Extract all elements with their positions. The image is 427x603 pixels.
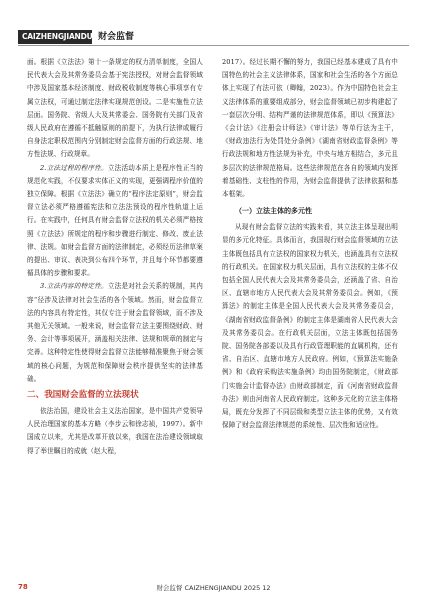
right-column [222,56,398,432]
left-paragraph-2 [27,162,203,281]
right-paragraph-1: 2017）。经过长期不懈的努力，我国已经基本建成了具有中国特色的社会主义法律体系，国家和社会生活的各个方面总体上实现了有法可依（卿翰，2023）。作为中国特色社会主义法律体系的重要组成部分，财会监督领域已初步构建起了一套层次分明、结构严谨的法律规范体系，即以《预算法》《会计法》《注册会计师法》《审计法》等单行法为主干，《财政违法行为处罚处分条例》《湖南省财政监督条例》等行政法规和地方性法规为补充，中央与地方相结合，多元且多层次的法律规范格局。这些法律规范在各自的领域内发挥着基础性、支柱性的作用，为财会监督提供了法律依据和基本框架。 [222,58,398,199]
right-paragraph-2: 从现有财会监督立法的实践来看，其立法主体呈现出明显的多元化特征。具体而言，我国现行财会监督领域的立法主体既包括具有立法权的国家权力机关，也涵盖具有立法权的行政机关。在国家权力机关层面，具有立法权的主体不仅包括全国人民代表大会及其常务委员会，还涵盖了省、自治区、直辖市地方人民代表大会及其常务委员会。例如，《预算法》的制定主体是全国人民代表大会及其常务委员会，《湖南省财政监督条例》的制定主体是湖南省人民代表大会及其常务委员会。在行政机关层面，立法主体既包括国务院、国务院各部委以及具有行政管理职能的直属机构，还有省、自治区、直辖市地方人民政府。例如，《预算法实施条例》和《政府采购法实施条例》均由国务院制定，《财政部门实施会计监督办法》由财政部制定，而《河南省财政监督办法》则由河南省人民政府制定。这种多元化的立法主体格局，既充分发挥了不同层级和类型立法主体的优势，又有效保障了财会监督法律规范的系统性、层次性和适应性。 [222,223,398,430]
header-rule [18,45,409,46]
journal-brand-label: CAIZHENGJIANDU [18,30,92,44]
left-paragraph-2-body: 立法活动本质上是程序性正当的规范化实践，不仅要求实体正义的实现，更强调程序价值的独立保障。根据《立法法》确立的“程序法定原则”，财会监督立法必须严格遵循宪法和立法法预设的程序性轨道上运行。在实践中，任何具有财会监督立法权的机关必须严格按照《立法法》所规定的程序和步骤进行制定、修改、废止法律、法规。如财会监督方面的法律制定，必须经历法律草案的提出、审议、表决到公布四个环节，并且每个环节都要遵循具体的步骤和要求。 [27,163,203,278]
left-paragraph-1: 面。根据《立法法》第十一条规定的权力清单制度，全国人民代表大会及其常务委员会基于宪法授权，对财会监督领域中涉及国家基本经济制度、财政税收制度等核心事项享有专属立法权，可通过制定法律实现规范创设。二是实施性立法层面。国务院、省级人大及其常委会、国务院有关部门及省级人民政府在遵循不抵触原则的前提下，为执行法律或履行自身法定职权范围内分别制定财会监督方面的行政法规、地方性法规、行政规章。 [27,58,203,159]
left-paragraph-4: 依法治国，建设社会主义法治国家，是中国共产党领导人民治理国家的基本方略（李步云和徐志祯，1997）。新中国成立以来，尤其是改革开放以来，我国在法治建设领域取得了举世瞩目的成就（赵大程， [27,407,203,455]
section-label: 财会监督 [98,32,135,42]
section-heading-2: 二、我国财会监督的立法现状 [27,390,139,401]
left-paragraph-3-body: 立法是对社会关系的规制，其内容“径涉及法律对社会生活的各个领域。然而，财会监督立法的内容具有特定性，其仅专注于财会监督领域，而不涉及其他无关领域。一般来说，财会监督立法主要围绕财政、财务、会计等事项展开，涵盖相关法律、法规和规章的制定与完善。这种特定性使得财会监督立法能够精准聚焦于财会领域的核心问题，为规范和保障财会秩序提供坚实的法律基础。 [27,282,203,383]
left-paragraph-3-lead: 3.立法内容的特定性。 [40,282,108,291]
left-paragraph-2-lead: 2.立法过程的程序性。 [40,163,108,172]
page-header [18,30,409,46]
left-paragraph-3 [27,280,203,386]
left-column [27,56,203,458]
page-footer [18,583,409,595]
subsection-heading: （一）立法主体的多元性 [235,207,312,216]
page-number: 78 [18,583,28,591]
journal-footer-line: 财会监督 CAIZHENGJIANDU 2025 12 [156,584,271,592]
